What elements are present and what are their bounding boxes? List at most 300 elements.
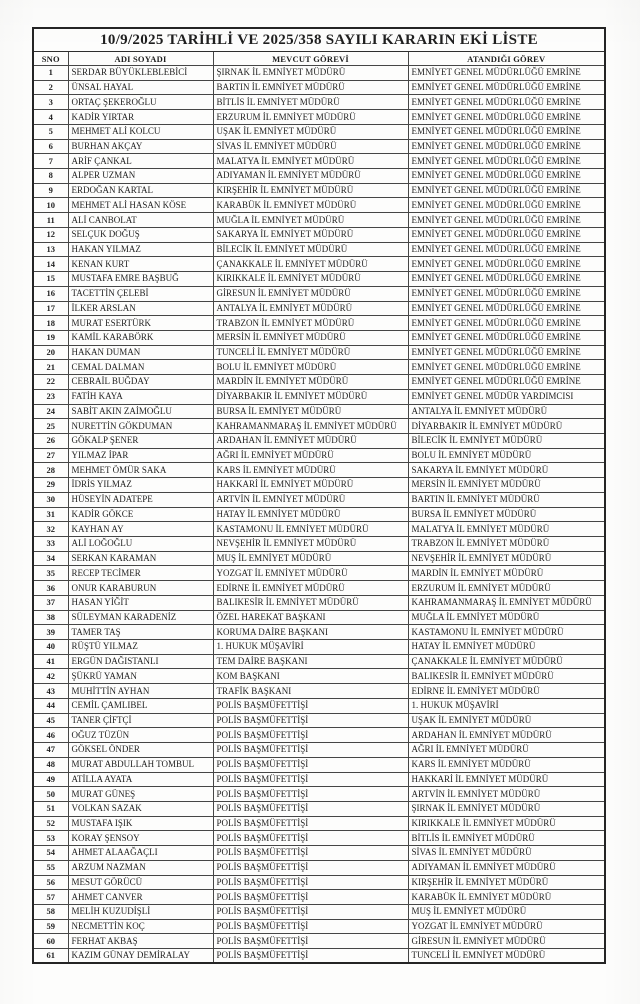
cell-name: SABİT AKIN ZAİMOĞLU: [68, 404, 213, 419]
cell-assigned-position: BALIKESİR İL EMNİYET MÜDÜRÜ: [408, 669, 605, 684]
cell-assigned-position: NEVŞEHİR İL EMNİYET MÜDÜRÜ: [408, 551, 605, 566]
cell-name: KADİR GÖKCE: [68, 507, 213, 522]
table-row: [33, 242, 605, 257]
cell-current-position: MUĞLA İL EMNİYET MÜDÜRÜ: [213, 213, 408, 228]
table-row: [33, 154, 605, 169]
table-row: [33, 581, 605, 596]
cell-current-position: POLİS BAŞMÜFETTİŞİ: [213, 949, 408, 964]
table-row: [33, 654, 605, 669]
cell-name: HAKAN YILMAZ: [68, 242, 213, 257]
cell-name: HÜSEYİN ADATEPE: [68, 492, 213, 507]
table-row: [33, 360, 605, 375]
cell-assigned-position: EMNİYET GENEL MÜDÜRLÜĞÜ EMRİNE: [408, 242, 605, 257]
cell-assigned-position: GİRESUN İL EMNİYET MÜDÜRÜ: [408, 934, 605, 949]
cell-name: TANER ÇİFTÇİ: [68, 713, 213, 728]
cell-assigned-position: HATAY İL EMNİYET MÜDÜRÜ: [408, 640, 605, 655]
cell-sno: 44: [33, 698, 68, 713]
table-row: [33, 448, 605, 463]
cell-sno: 40: [33, 640, 68, 655]
table-row: [33, 816, 605, 831]
cell-current-position: POLİS BAŞMÜFETTİŞİ: [213, 875, 408, 890]
cell-assigned-position: BİTLİS İL EMNİYET MÜDÜRÜ: [408, 831, 605, 846]
table-row: [33, 95, 605, 110]
column-header-current-position: MEVCUT GÖREVİ: [213, 52, 408, 66]
table-row: [33, 949, 605, 964]
cell-assigned-position: EMNİYET GENEL MÜDÜRLÜĞÜ EMRİNE: [408, 257, 605, 272]
cell-assigned-position: DİYARBAKIR İL EMNİYET MÜDÜRÜ: [408, 419, 605, 434]
table-row: [33, 492, 605, 507]
cell-sno: 59: [33, 919, 68, 934]
cell-sno: 14: [33, 257, 68, 272]
cell-current-position: POLİS BAŞMÜFETTİŞİ: [213, 904, 408, 919]
cell-current-position: TRABZON İL EMNİYET MÜDÜRÜ: [213, 316, 408, 331]
cell-sno: 24: [33, 404, 68, 419]
cell-current-position: KIRŞEHİR İL EMNİYET MÜDÜRÜ: [213, 183, 408, 198]
cell-assigned-position: EMNİYET GENEL MÜDÜRLÜĞÜ EMRİNE: [408, 316, 605, 331]
cell-sno: 36: [33, 581, 68, 596]
cell-assigned-position: EMNİYET GENEL MÜDÜRLÜĞÜ EMRİNE: [408, 375, 605, 390]
cell-sno: 33: [33, 537, 68, 552]
cell-name: NURETTİN GÖKDUMAN: [68, 419, 213, 434]
column-header-assigned-position: ATANDIĞI GÖREV: [408, 52, 605, 66]
cell-current-position: TUNCELİ İL EMNİYET MÜDÜRÜ: [213, 345, 408, 360]
table-row: [33, 478, 605, 493]
table-row: [33, 316, 605, 331]
cell-sno: 15: [33, 272, 68, 287]
table-row: [33, 787, 605, 802]
table-row: [33, 919, 605, 934]
cell-current-position: BARTIN İL EMNİYET MÜDÜRÜ: [213, 80, 408, 95]
table-row: [33, 375, 605, 390]
cell-name: ALİ CANBOLAT: [68, 213, 213, 228]
cell-current-position: NEVŞEHİR İL EMNİYET MÜDÜRÜ: [213, 537, 408, 552]
table-row: [33, 272, 605, 287]
cell-sno: 42: [33, 669, 68, 684]
cell-current-position: ARDAHAN İL EMNİYET MÜDÜRÜ: [213, 433, 408, 448]
cell-current-position: KAHRAMANMARAŞ İL EMNİYET MÜDÜRÜ: [213, 419, 408, 434]
table-row: [33, 286, 605, 301]
cell-sno: 30: [33, 492, 68, 507]
cell-current-position: SAKARYA İL EMNİYET MÜDÜRÜ: [213, 227, 408, 242]
cell-current-position: KOM BAŞKANI: [213, 669, 408, 684]
cell-name: MEHMET ALİ KOLCU: [68, 124, 213, 139]
table-row: [33, 625, 605, 640]
cell-assigned-position: EMNİYET GENEL MÜDÜRLÜĞÜ EMRİNE: [408, 286, 605, 301]
cell-current-position: MARDİN İL EMNİYET MÜDÜRÜ: [213, 375, 408, 390]
cell-assigned-position: BURSA İL EMNİYET MÜDÜRÜ: [408, 507, 605, 522]
cell-sno: 10: [33, 198, 68, 213]
cell-current-position: ÇANAKKALE İL EMNİYET MÜDÜRÜ: [213, 257, 408, 272]
cell-sno: 22: [33, 375, 68, 390]
cell-current-position: POLİS BAŞMÜFETTİŞİ: [213, 801, 408, 816]
cell-current-position: ANTALYA İL EMNİYET MÜDÜRÜ: [213, 301, 408, 316]
cell-sno: 28: [33, 463, 68, 478]
table-row: [33, 904, 605, 919]
cell-name: GÖKALP ŞENER: [68, 433, 213, 448]
cell-sno: 29: [33, 478, 68, 493]
cell-assigned-position: EMNİYET GENEL MÜDÜRLÜĞÜ EMRİNE: [408, 80, 605, 95]
table-row: [33, 772, 605, 787]
cell-sno: 31: [33, 507, 68, 522]
cell-current-position: KORUMA DAİRE BAŞKANI: [213, 625, 408, 640]
cell-sno: 45: [33, 713, 68, 728]
cell-assigned-position: MUĞLA İL EMNİYET MÜDÜRÜ: [408, 610, 605, 625]
cell-sno: 41: [33, 654, 68, 669]
cell-name: ERGÜN DAĞISTANLI: [68, 654, 213, 669]
cell-sno: 48: [33, 757, 68, 772]
cell-sno: 4: [33, 110, 68, 125]
cell-name: MESUT GÖRÜCÜ: [68, 875, 213, 890]
cell-current-position: UŞAK İL EMNİYET MÜDÜRÜ: [213, 124, 408, 139]
cell-name: ATİLLA AYATA: [68, 772, 213, 787]
document-title: 10/9/2025 TARİHLİ VE 2025/358 SAYILI KARARIN EKİ LİSTE: [33, 28, 605, 52]
cell-sno: 9: [33, 183, 68, 198]
cell-name: SERDAR BÜYÜKLEBLEBİCİ: [68, 66, 213, 81]
cell-assigned-position: KASTAMONU İL EMNİYET MÜDÜRÜ: [408, 625, 605, 640]
cell-current-position: 1. HUKUK MÜŞAVİRİ: [213, 640, 408, 655]
cell-name: ERDOĞAN KARTAL: [68, 183, 213, 198]
cell-name: MUHİTTİN AYHAN: [68, 684, 213, 699]
cell-assigned-position: EMNİYET GENEL MÜDÜRLÜĞÜ EMRİNE: [408, 213, 605, 228]
cell-name: OĞUZ TÜZÜN: [68, 728, 213, 743]
cell-current-position: TEM DAİRE BAŞKANI: [213, 654, 408, 669]
cell-assigned-position: MERSİN İL EMNİYET MÜDÜRÜ: [408, 478, 605, 493]
table-row: [33, 743, 605, 758]
cell-assigned-position: MARDİN İL EMNİYET MÜDÜRÜ: [408, 566, 605, 581]
cell-name: MURAT ABDULLAH TOMBUL: [68, 757, 213, 772]
cell-sno: 43: [33, 684, 68, 699]
cell-current-position: GİRESUN İL EMNİYET MÜDÜRÜ: [213, 286, 408, 301]
cell-current-position: ŞIRNAK İL EMNİYET MÜDÜRÜ: [213, 66, 408, 81]
cell-assigned-position: KIRŞEHİR İL EMNİYET MÜDÜRÜ: [408, 875, 605, 890]
cell-current-position: POLİS BAŞMÜFETTİŞİ: [213, 890, 408, 905]
cell-sno: 25: [33, 419, 68, 434]
table-row: [33, 404, 605, 419]
cell-current-position: POLİS BAŞMÜFETTİŞİ: [213, 713, 408, 728]
cell-name: MURAT ESERTÜRK: [68, 316, 213, 331]
cell-assigned-position: ŞIRNAK İL EMNİYET MÜDÜRÜ: [408, 801, 605, 816]
cell-current-position: YOZGAT İL EMNİYET MÜDÜRÜ: [213, 566, 408, 581]
cell-sno: 38: [33, 610, 68, 625]
cell-current-position: POLİS BAŞMÜFETTİŞİ: [213, 772, 408, 787]
cell-assigned-position: EMNİYET GENEL MÜDÜRLÜĞÜ EMRİNE: [408, 95, 605, 110]
cell-sno: 20: [33, 345, 68, 360]
cell-assigned-position: KARS İL EMNİYET MÜDÜRÜ: [408, 757, 605, 772]
cell-assigned-position: EMNİYET GENEL MÜDÜRLÜĞÜ EMRİNE: [408, 301, 605, 316]
cell-name: BURHAN AKÇAY: [68, 139, 213, 154]
table-row: [33, 301, 605, 316]
cell-current-position: KASTAMONU İL EMNİYET MÜDÜRÜ: [213, 522, 408, 537]
cell-assigned-position: KAHRAMANMARAŞ İL EMNİYET MÜDÜRÜ: [408, 595, 605, 610]
cell-current-position: KARS İL EMNİYET MÜDÜRÜ: [213, 463, 408, 478]
cell-assigned-position: EMNİYET GENEL MÜDÜRLÜĞÜ EMRİNE: [408, 139, 605, 154]
table-row: [33, 330, 605, 345]
cell-current-position: BİLECİK İL EMNİYET MÜDÜRÜ: [213, 242, 408, 257]
cell-current-position: MUŞ İL EMNİYET MÜDÜRÜ: [213, 551, 408, 566]
cell-name: NECMETTİN KOÇ: [68, 919, 213, 934]
cell-assigned-position: ÇANAKKALE İL EMNİYET MÜDÜRÜ: [408, 654, 605, 669]
cell-current-position: ERZURUM İL EMNİYET MÜDÜRÜ: [213, 110, 408, 125]
table-row: [33, 433, 605, 448]
cell-assigned-position: EMNİYET GENEL MÜDÜR YARDIMCISI: [408, 389, 605, 404]
table-row: [33, 345, 605, 360]
cell-sno: 61: [33, 949, 68, 964]
cell-sno: 60: [33, 934, 68, 949]
cell-assigned-position: SİVAS İL EMNİYET MÜDÜRÜ: [408, 846, 605, 861]
cell-assigned-position: BARTIN İL EMNİYET MÜDÜRÜ: [408, 492, 605, 507]
cell-assigned-position: ANTALYA İL EMNİYET MÜDÜRÜ: [408, 404, 605, 419]
table-row: [33, 890, 605, 905]
cell-name: KENAN KURT: [68, 257, 213, 272]
cell-current-position: POLİS BAŞMÜFETTİŞİ: [213, 787, 408, 802]
cell-sno: 23: [33, 389, 68, 404]
cell-name: SERKAN KARAMAN: [68, 551, 213, 566]
cell-name: SÜLEYMAN KARADENİZ: [68, 610, 213, 625]
cell-name: YILMAZ İPAR: [68, 448, 213, 463]
cell-sno: 49: [33, 772, 68, 787]
cell-current-position: SİVAS İL EMNİYET MÜDÜRÜ: [213, 139, 408, 154]
cell-current-position: HAKKARİ İL EMNİYET MÜDÜRÜ: [213, 478, 408, 493]
table-row: [33, 551, 605, 566]
cell-sno: 27: [33, 448, 68, 463]
table-row: [33, 537, 605, 552]
cell-name: İLKER ARSLAN: [68, 301, 213, 316]
cell-assigned-position: EMNİYET GENEL MÜDÜRLÜĞÜ EMRİNE: [408, 272, 605, 287]
table-row: [33, 669, 605, 684]
table-row: [33, 684, 605, 699]
cell-current-position: BURSA İL EMNİYET MÜDÜRÜ: [213, 404, 408, 419]
cell-sno: 58: [33, 904, 68, 919]
cell-sno: 26: [33, 433, 68, 448]
cell-sno: 17: [33, 301, 68, 316]
cell-current-position: DİYARBAKIR İL EMNİYET MÜDÜRÜ: [213, 389, 408, 404]
table-row: [33, 257, 605, 272]
cell-name: HAKAN DUMAN: [68, 345, 213, 360]
cell-sno: 37: [33, 595, 68, 610]
cell-assigned-position: TUNCELİ İL EMNİYET MÜDÜRÜ: [408, 949, 605, 964]
table-row: [33, 595, 605, 610]
table-row: [33, 183, 605, 198]
cell-assigned-position: SAKARYA İL EMNİYET MÜDÜRÜ: [408, 463, 605, 478]
cell-assigned-position: ADIYAMAN İL EMNİYET MÜDÜRÜ: [408, 860, 605, 875]
column-header-row: [33, 52, 605, 66]
cell-sno: 34: [33, 551, 68, 566]
cell-name: TACETTİN ÇELEBİ: [68, 286, 213, 301]
cell-assigned-position: ARDAHAN İL EMNİYET MÜDÜRÜ: [408, 728, 605, 743]
cell-sno: 6: [33, 139, 68, 154]
cell-name: KAYHAN AY: [68, 522, 213, 537]
cell-name: FATİH KAYA: [68, 389, 213, 404]
cell-sno: 51: [33, 801, 68, 816]
table-row: [33, 728, 605, 743]
cell-name: RECEP TECİMER: [68, 566, 213, 581]
cell-assigned-position: MALATYA İL EMNİYET MÜDÜRÜ: [408, 522, 605, 537]
cell-assigned-position: EMNİYET GENEL MÜDÜRLÜĞÜ EMRİNE: [408, 110, 605, 125]
cell-assigned-position: MUŞ İL EMNİYET MÜDÜRÜ: [408, 904, 605, 919]
cell-name: FERHAT AKBAŞ: [68, 934, 213, 949]
cell-current-position: BOLU İL EMNİYET MÜDÜRÜ: [213, 360, 408, 375]
cell-sno: 54: [33, 846, 68, 861]
cell-current-position: MALATYA İL EMNİYET MÜDÜRÜ: [213, 154, 408, 169]
table-row: [33, 801, 605, 816]
cell-current-position: POLİS BAŞMÜFETTİŞİ: [213, 860, 408, 875]
table-row: [33, 860, 605, 875]
cell-assigned-position: BİLECİK İL EMNİYET MÜDÜRÜ: [408, 433, 605, 448]
cell-current-position: POLİS BAŞMÜFETTİŞİ: [213, 757, 408, 772]
cell-name: HASAN YİĞİT: [68, 595, 213, 610]
cell-assigned-position: KARABÜK İL EMNİYET MÜDÜRÜ: [408, 890, 605, 905]
cell-sno: 8: [33, 169, 68, 184]
cell-name: MELİH KUZUDİŞLİ: [68, 904, 213, 919]
cell-sno: 18: [33, 316, 68, 331]
cell-name: CEBRAİL BUĞDAY: [68, 375, 213, 390]
cell-sno: 47: [33, 743, 68, 758]
cell-current-position: POLİS BAŞMÜFETTİŞİ: [213, 816, 408, 831]
cell-assigned-position: 1. HUKUK MÜŞAVİRİ: [408, 698, 605, 713]
cell-name: VOLKAN SAZAK: [68, 801, 213, 816]
cell-name: GÖKSEL ÖNDER: [68, 743, 213, 758]
cell-assigned-position: HAKKARİ İL EMNİYET MÜDÜRÜ: [408, 772, 605, 787]
assignment-list-table: [32, 27, 606, 964]
cell-assigned-position: UŞAK İL EMNİYET MÜDÜRÜ: [408, 713, 605, 728]
cell-sno: 56: [33, 875, 68, 890]
cell-current-position: TRAFİK BAŞKANI: [213, 684, 408, 699]
table-row: [33, 610, 605, 625]
cell-current-position: ÖZEL HAREKAT BAŞKANI: [213, 610, 408, 625]
cell-current-position: EDİRNE İL EMNİYET MÜDÜRÜ: [213, 581, 408, 596]
cell-current-position: ARTVİN İL EMNİYET MÜDÜRÜ: [213, 492, 408, 507]
table-row: [33, 713, 605, 728]
cell-current-position: BALIKESİR İL EMNİYET MÜDÜRÜ: [213, 595, 408, 610]
table-row: [33, 419, 605, 434]
cell-name: TAMER TAŞ: [68, 625, 213, 640]
cell-name: KAMİL KARABÖRK: [68, 330, 213, 345]
cell-name: KORAY ŞENSOY: [68, 831, 213, 846]
table-row: [33, 831, 605, 846]
cell-assigned-position: EMNİYET GENEL MÜDÜRLÜĞÜ EMRİNE: [408, 124, 605, 139]
cell-sno: 32: [33, 522, 68, 537]
table-row: [33, 213, 605, 228]
cell-assigned-position: EMNİYET GENEL MÜDÜRLÜĞÜ EMRİNE: [408, 198, 605, 213]
cell-sno: 3: [33, 95, 68, 110]
cell-name: ARİF ÇANKAL: [68, 154, 213, 169]
cell-name: MUSTAFA EMRE BAŞBUĞ: [68, 272, 213, 287]
cell-sno: 39: [33, 625, 68, 640]
cell-sno: 12: [33, 227, 68, 242]
cell-assigned-position: ARTVİN İL EMNİYET MÜDÜRÜ: [408, 787, 605, 802]
cell-name: MUSTAFA IŞIK: [68, 816, 213, 831]
cell-sno: 1: [33, 66, 68, 81]
cell-current-position: POLİS BAŞMÜFETTİŞİ: [213, 919, 408, 934]
cell-name: ALPER UZMAN: [68, 169, 213, 184]
cell-sno: 35: [33, 566, 68, 581]
table-row: [33, 522, 605, 537]
cell-sno: 57: [33, 890, 68, 905]
cell-sno: 19: [33, 330, 68, 345]
cell-name: ALİ LOĞOĞLU: [68, 537, 213, 552]
cell-current-position: POLİS BAŞMÜFETTİŞİ: [213, 846, 408, 861]
cell-sno: 21: [33, 360, 68, 375]
cell-current-position: POLİS BAŞMÜFETTİŞİ: [213, 728, 408, 743]
table-row: [33, 698, 605, 713]
cell-name: ŞÜKRÜ YAMAN: [68, 669, 213, 684]
column-header-name: ADI SOYADI: [68, 52, 213, 66]
cell-assigned-position: EDİRNE İL EMNİYET MÜDÜRÜ: [408, 684, 605, 699]
column-header-sno: SNO: [33, 52, 68, 66]
table-row: [33, 110, 605, 125]
cell-assigned-position: BOLU İL EMNİYET MÜDÜRÜ: [408, 448, 605, 463]
cell-assigned-position: EMNİYET GENEL MÜDÜRLÜĞÜ EMRİNE: [408, 360, 605, 375]
cell-assigned-position: EMNİYET GENEL MÜDÜRLÜĞÜ EMRİNE: [408, 183, 605, 198]
cell-name: ORTAÇ ŞEKEROĞLU: [68, 95, 213, 110]
cell-assigned-position: EMNİYET GENEL MÜDÜRLÜĞÜ EMRİNE: [408, 227, 605, 242]
table-row: [33, 934, 605, 949]
cell-assigned-position: EMNİYET GENEL MÜDÜRLÜĞÜ EMRİNE: [408, 66, 605, 81]
table-row: [33, 507, 605, 522]
cell-name: İDRİS YILMAZ: [68, 478, 213, 493]
cell-name: ÜNSAL HAYAL: [68, 80, 213, 95]
cell-current-position: MERSİN İL EMNİYET MÜDÜRÜ: [213, 330, 408, 345]
cell-name: AHMET ALAAĞAÇLI: [68, 846, 213, 861]
cell-current-position: POLİS BAŞMÜFETTİŞİ: [213, 698, 408, 713]
cell-sno: 5: [33, 124, 68, 139]
table-row: [33, 640, 605, 655]
cell-assigned-position: AĞRI İL EMNİYET MÜDÜRÜ: [408, 743, 605, 758]
cell-sno: 55: [33, 860, 68, 875]
cell-current-position: POLİS BAŞMÜFETTİŞİ: [213, 934, 408, 949]
cell-name: KADİR YIRTAR: [68, 110, 213, 125]
cell-sno: 7: [33, 154, 68, 169]
cell-assigned-position: TRABZON İL EMNİYET MÜDÜRÜ: [408, 537, 605, 552]
cell-name: MURAT GÜNEŞ: [68, 787, 213, 802]
table-row: [33, 227, 605, 242]
cell-current-position: AĞRI İL EMNİYET MÜDÜRÜ: [213, 448, 408, 463]
cell-name: SELÇUK DOĞUŞ: [68, 227, 213, 242]
cell-sno: 11: [33, 213, 68, 228]
cell-sno: 53: [33, 831, 68, 846]
cell-current-position: HATAY İL EMNİYET MÜDÜRÜ: [213, 507, 408, 522]
cell-current-position: BİTLİS İL EMNİYET MÜDÜRÜ: [213, 95, 408, 110]
table-row: [33, 463, 605, 478]
cell-sno: 50: [33, 787, 68, 802]
cell-sno: 46: [33, 728, 68, 743]
table-row: [33, 169, 605, 184]
table-row: [33, 80, 605, 95]
cell-name: CEMİL ÇAMLIBEL: [68, 698, 213, 713]
table-row: [33, 846, 605, 861]
cell-name: MEHMET ALİ HASAN KÖSE: [68, 198, 213, 213]
cell-assigned-position: EMNİYET GENEL MÜDÜRLÜĞÜ EMRİNE: [408, 154, 605, 169]
cell-assigned-position: EMNİYET GENEL MÜDÜRLÜĞÜ EMRİNE: [408, 330, 605, 345]
table-row: [33, 566, 605, 581]
cell-name: CEMAL DALMAN: [68, 360, 213, 375]
table-row: [33, 139, 605, 154]
table-row: [33, 875, 605, 890]
cell-current-position: ADIYAMAN İL EMNİYET MÜDÜRÜ: [213, 169, 408, 184]
cell-assigned-position: YOZGAT İL EMNİYET MÜDÜRÜ: [408, 919, 605, 934]
table-row: [33, 389, 605, 404]
cell-assigned-position: EMNİYET GENEL MÜDÜRLÜĞÜ EMRİNE: [408, 169, 605, 184]
cell-current-position: KIRIKKALE İL EMNİYET MÜDÜRÜ: [213, 272, 408, 287]
cell-sno: 2: [33, 80, 68, 95]
title-row: [33, 28, 605, 52]
cell-assigned-position: EMNİYET GENEL MÜDÜRLÜĞÜ EMRİNE: [408, 345, 605, 360]
cell-sno: 52: [33, 816, 68, 831]
cell-name: ONUR KARABURUN: [68, 581, 213, 596]
cell-assigned-position: KIRIKKALE İL EMNİYET MÜDÜRÜ: [408, 816, 605, 831]
table-row: [33, 124, 605, 139]
cell-name: MEHMET ÖMÜR SAKA: [68, 463, 213, 478]
